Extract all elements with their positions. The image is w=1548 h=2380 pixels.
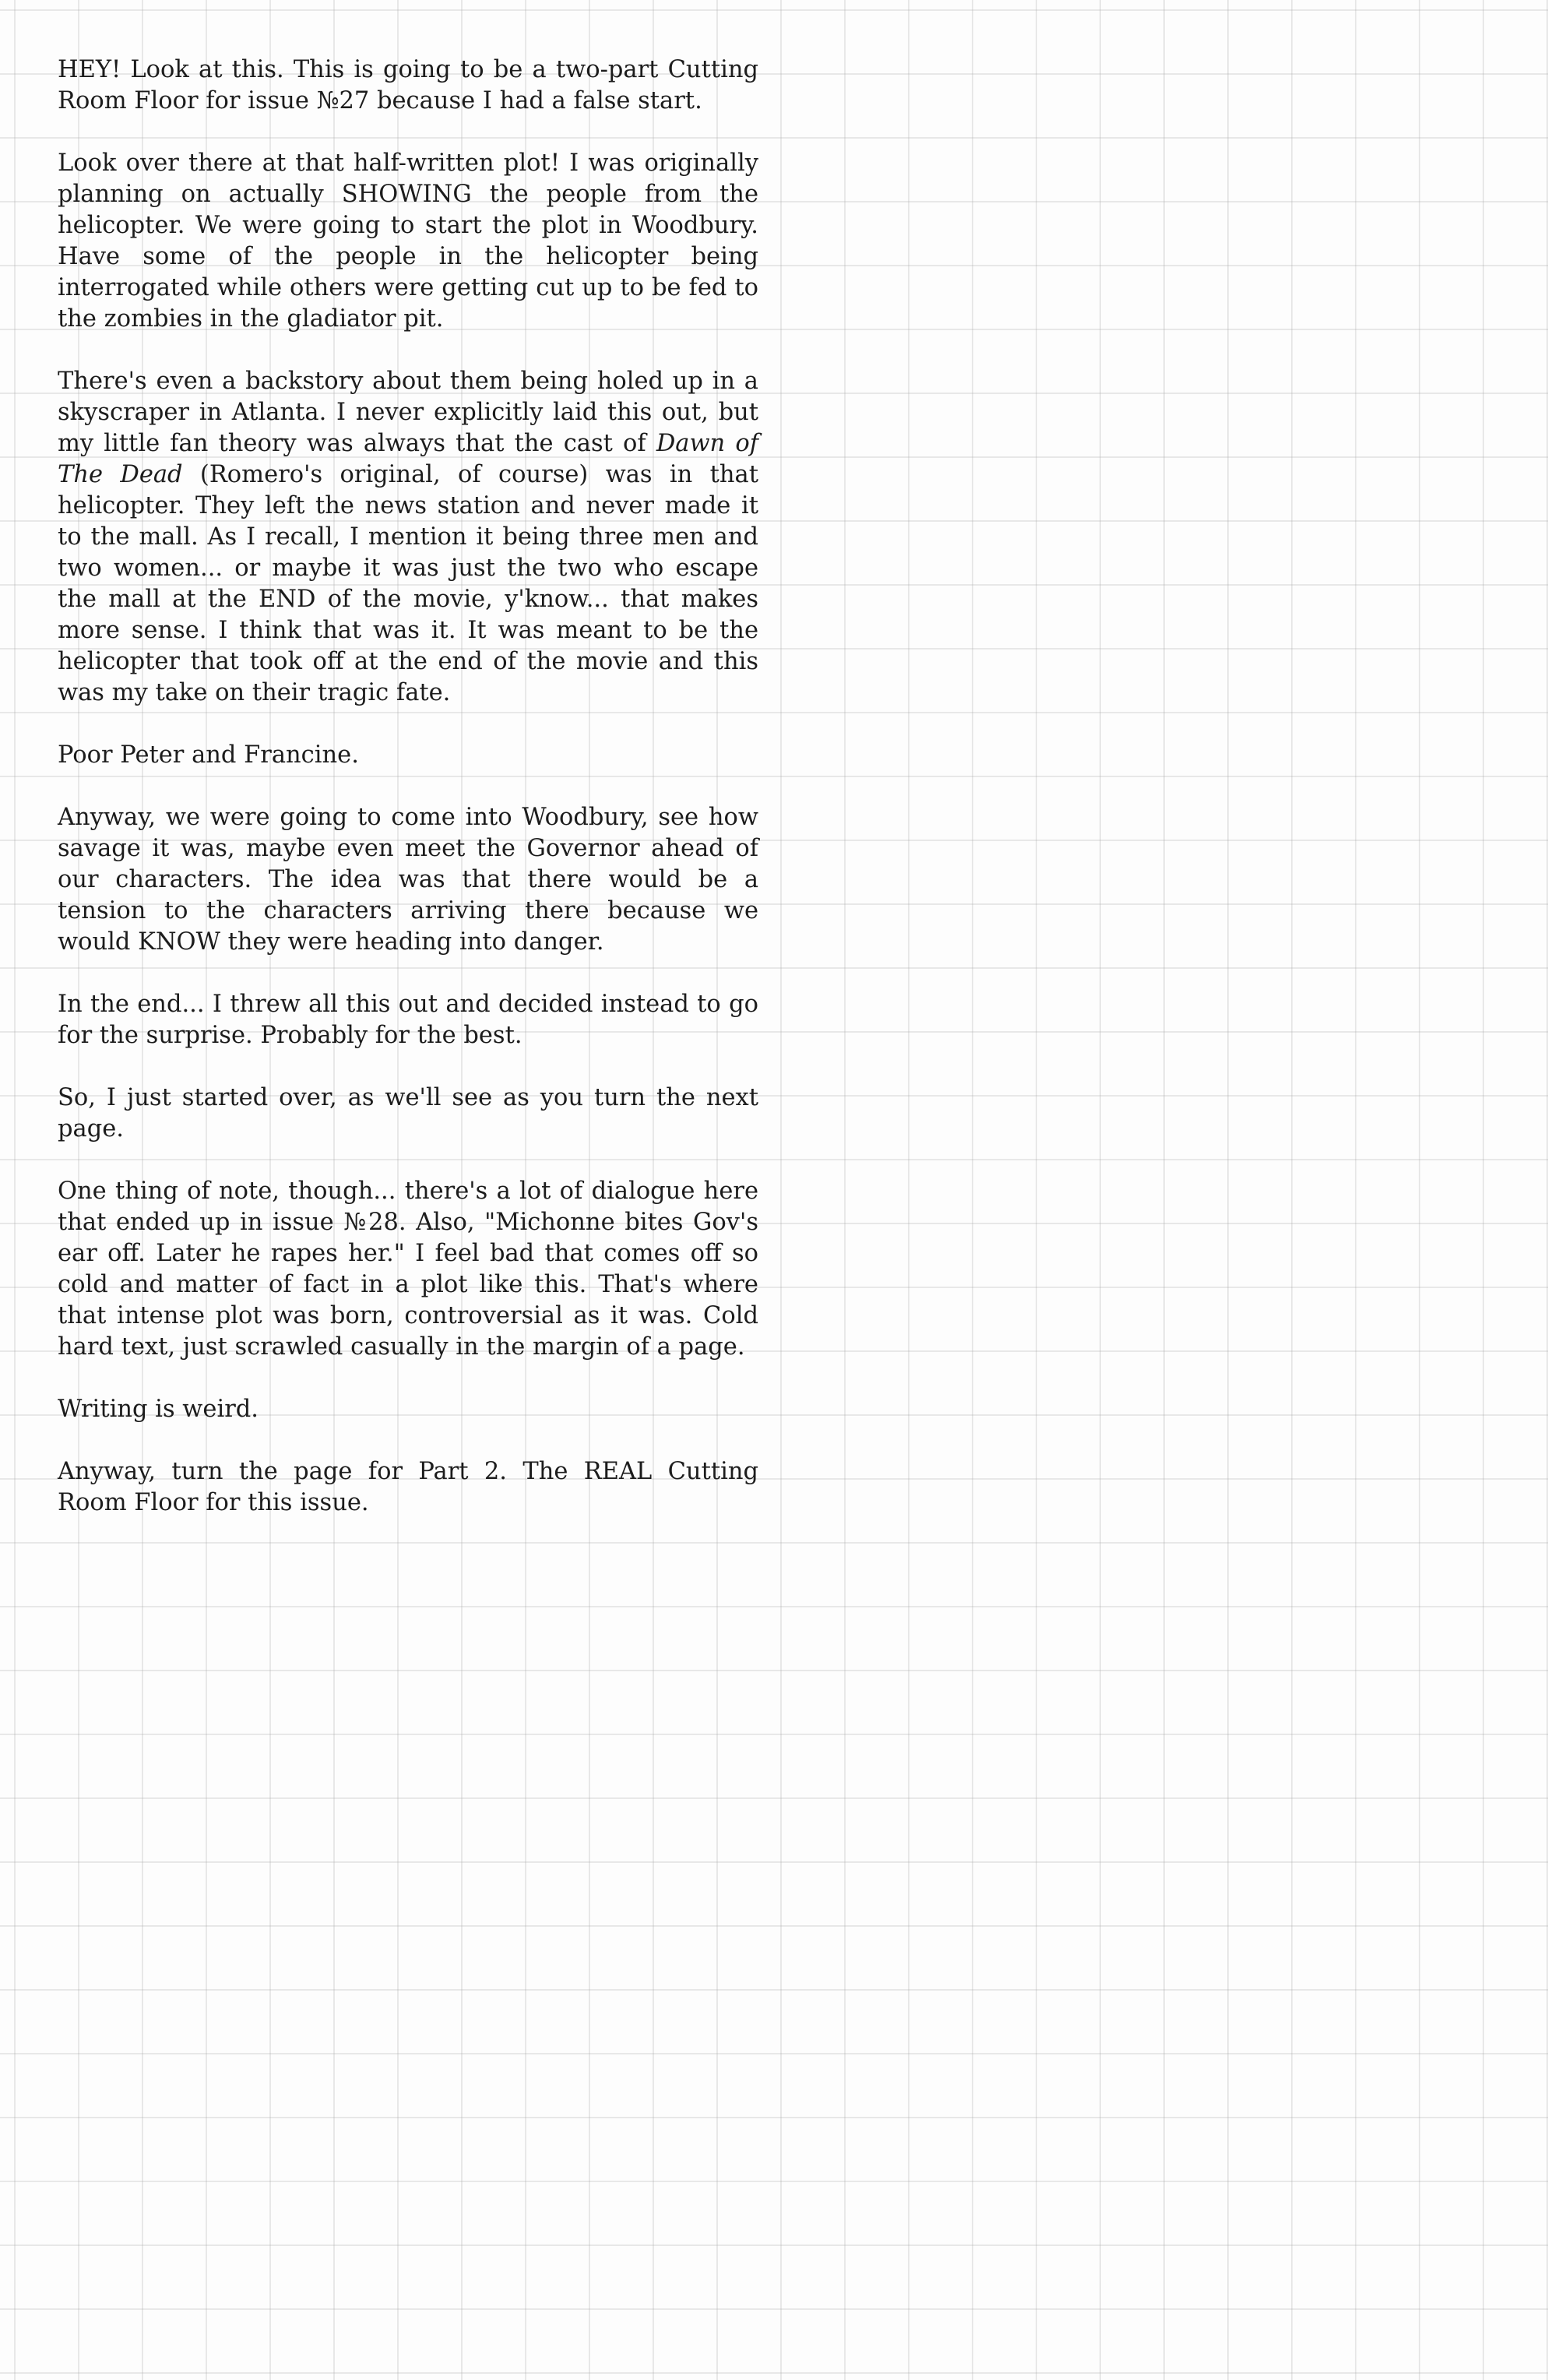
paragraph-backstory [58,366,758,709]
paragraph-peter-francine: Poor Peter and Francine. [58,741,359,769]
paragraph-turn-page: Anyway, turn the page for Part 2. The REAL Cutting Room Floor for this issue. [58,1458,758,1516]
paragraph-woodbury: Anyway, we were going to come into Woodbury, see how savage it was, maybe even meet the Governor ahead of our characters. The idea was that there would be a tension to the characters arriving there because we would KNOW they were heading into danger. [58,804,758,956]
paragraph-half-written-plot: Look over there at that half-written plot! I was originally planning on actually SHOWING the people from the helicopter. We were going to start the plot in Woodbury. Have some of the people in the helicopter being interrogated while others were getting cut up to be fed to the zombies in the gladiator pit. [58,150,758,333]
backstory-text-end: (Romero's original, of course) was in that helicopter. They left the news station and never made it to the mall. As I recall, I mention it being three men and two women... or maybe it was just the two who escape the mall at the END of the movie, y'know... that makes more sense. I think that was it. It was meant to be the helicopter that took off at the end of the movie and this was my take on their tragic fate. [58,461,758,706]
article-column [58,55,758,1519]
paragraph-note-dialogue: One thing of note, though... there's a lot of dialogue here that ended up in issue №28. Also, "Michonne bites Gov's ear off. Later he rapes her." I feel bad that comes off so cold and matter of fact in a plot like this. That's where that intense plot was born, controversial as it was. Cold hard text, just scrawled casually in the margin of a page. [58,1178,758,1361]
paragraph-the-end: In the end... I threw all this out and decided instead to go for the surprise. Probably for the best. [58,991,758,1049]
paragraph-intro: HEY! Look at this. This is going to be a two-part Cutting Room Floor for issue №27 because I had a false start. [58,56,758,114]
movie-title: Dawn of The Dead [58,430,758,488]
backstory-text-start: There's even a backstory about them being holed up in a skyscraper in Atlanta. I never explicitly laid this out, but my little fan theory was always that the cast of [58,368,758,457]
paragraph-writing-weird: Writing is weird. [58,1396,259,1423]
paragraph-started-over: So, I just started over, as we'll see as you turn the next page. [58,1084,758,1142]
